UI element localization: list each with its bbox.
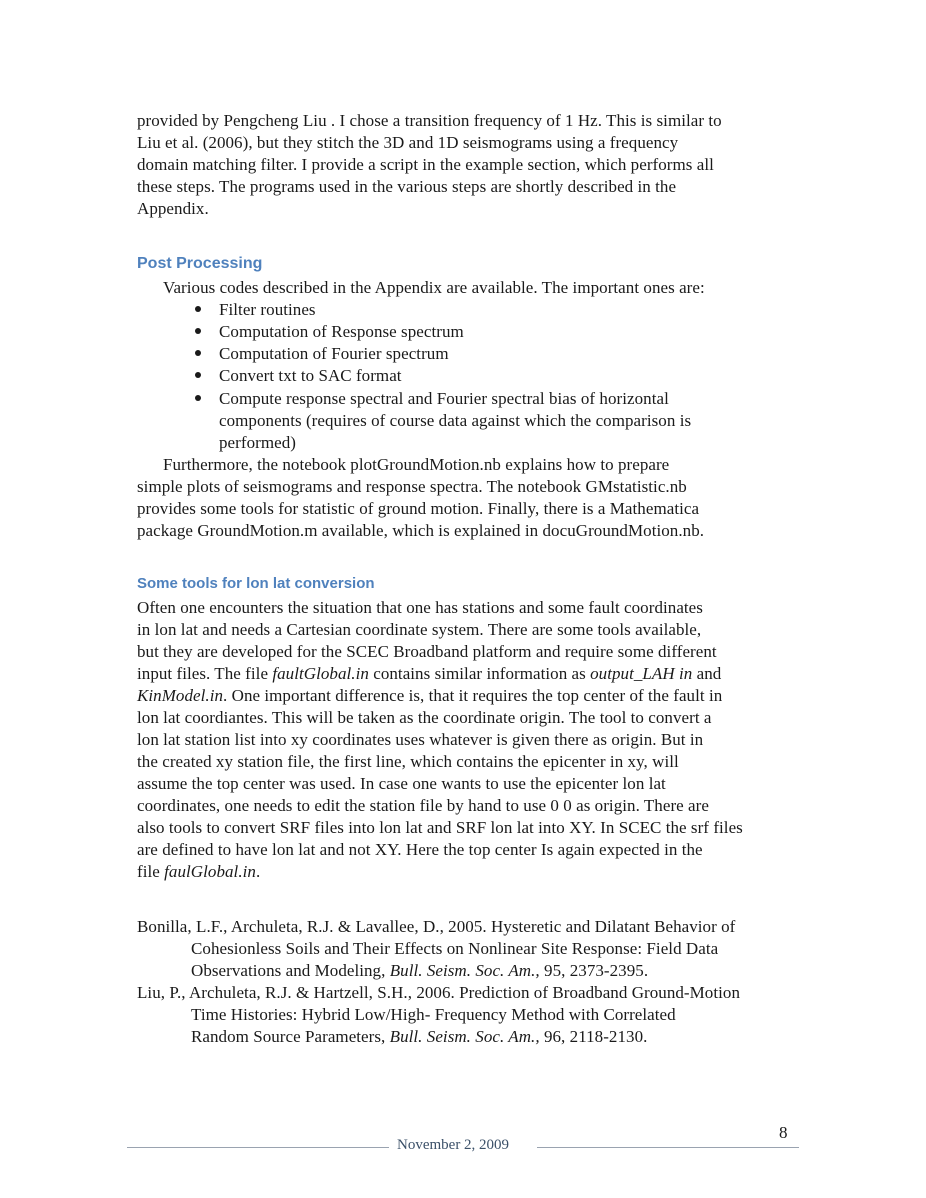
reference-entry-cont (191, 1026, 647, 1048)
text: and (692, 664, 722, 683)
lonlat-line (137, 861, 260, 883)
bullet-item-cont: components (requires of course data against which the comparison is (219, 411, 692, 430)
bullet-item: Computation of Response spectrum (219, 322, 464, 341)
bullet-icon (195, 372, 201, 378)
reference-entry-cont: Cohesionless Soils and Their Effects on Nonlinear Site Response: Field Data (191, 939, 719, 958)
lonlat-line (137, 663, 721, 685)
intro-line: domain matching filter. I provide a script in the example section, which performs all (137, 155, 714, 174)
footer-rule-right (537, 1147, 799, 1148)
lonlat-line (137, 685, 722, 707)
post-processing-para: provides some tools for statistic of ground motion. Finally, there is a Mathematica (137, 499, 700, 518)
filename: KinModel.in (137, 686, 224, 705)
text: 95, 2373-2395. (539, 961, 649, 980)
lonlat-line: are defined to have lon lat and not XY. Here the top center Is again expected in the (137, 840, 703, 859)
bullet-icon (195, 395, 201, 401)
lonlat-line: but they are developed for the SCEC Broadband platform and require some different (137, 642, 717, 661)
text: file (137, 862, 165, 881)
section-heading-lonlat: Some tools for lon lat conversion (137, 575, 375, 592)
post-processing-intro: Various codes described in the Appendix are available. The important ones are: (163, 278, 705, 297)
filename: output_LAH in (590, 664, 693, 683)
reference-entry: Bonilla, L.F., Archuleta, R.J. & Lavallee, D., 2005. Hysteretic and Dilatant Behavior of (137, 917, 736, 936)
text: . One important difference is, that it requires the top center of the fault in (223, 686, 723, 705)
lonlat-line: the created xy station file, the first line, which contains the epicenter in xy, will (137, 752, 679, 771)
reference-entry-cont: Time Histories: Hybrid Low/High- Frequency Method with Correlated (191, 1005, 676, 1024)
text: Random Source Parameters, (191, 1027, 390, 1046)
lonlat-line: lon lat coordiantes. This will be taken as the coordinate origin. The tool to convert a (137, 708, 712, 727)
journal-name: Bull. Seism. Soc. Am., (389, 961, 540, 980)
text: input files. The file (137, 664, 273, 683)
filename: faultGlobal.in (272, 664, 369, 683)
bullet-item: Compute response spectral and Fourier spectral bias of horizontal (219, 389, 669, 408)
footer-rule-left (127, 1147, 389, 1148)
text: contains similar information as (368, 664, 591, 683)
footer-date: November 2, 2009 (397, 1137, 510, 1153)
text: 96, 2118-2130. (539, 1027, 648, 1046)
lonlat-line: coordinates, one needs to edit the station file by hand to use 0 0 as origin. There are (137, 796, 709, 815)
intro-line: provided by Pengcheng Liu . I chose a transition frequency of 1 Hz. This is similar to (137, 111, 722, 130)
bullet-item: Computation of Fourier spectrum (219, 344, 449, 363)
reference-entry: Liu, P., Archuleta, R.J. & Hartzell, S.H., 2006. Prediction of Broadband Ground-Motion (137, 983, 741, 1002)
bullet-item: Convert txt to SAC format (219, 366, 402, 385)
section-heading-post-processing: Post Processing (137, 255, 263, 272)
intro-line: Liu et al. (2006), but they stitch the 3D and 1D seismograms using a frequency (137, 133, 679, 152)
post-processing-para: package GroundMotion.m available, which is explained in docuGroundMotion.nb. (137, 521, 705, 540)
intro-line: Appendix. (137, 199, 209, 218)
lonlat-line: in lon lat and needs a Cartesian coordinate system. There are some tools available, (137, 620, 702, 639)
filename: faulGlobal.in (164, 862, 256, 881)
bullet-item-cont: performed) (219, 433, 296, 452)
lonlat-line: lon lat station list into xy coordinates uses whatever is given there as origin. But in (137, 730, 704, 749)
text: . (255, 862, 261, 881)
lonlat-line: also tools to convert SRF files into lon lat and SRF lon lat into XY. In SCEC the srf files (137, 818, 743, 837)
page-number: 8 (779, 1123, 788, 1142)
bullet-icon (195, 306, 201, 312)
bullet-item: Filter routines (219, 300, 316, 319)
reference-entry-cont (191, 960, 648, 982)
bullet-icon (195, 328, 201, 334)
post-processing-para: Furthermore, the notebook plotGroundMotion.nb explains how to prepare (163, 455, 670, 474)
post-processing-para: simple plots of seismograms and response spectra. The notebook GMstatistic.nb (137, 477, 687, 496)
lonlat-line: assume the top center was used. In case one wants to use the epicenter lon lat (137, 774, 666, 793)
bullet-icon (195, 350, 201, 356)
intro-line: these steps. The programs used in the various steps are shortly described in the (137, 177, 677, 196)
journal-name: Bull. Seism. Soc. Am., (389, 1027, 540, 1046)
text: Observations and Modeling, (191, 961, 390, 980)
lonlat-line: Often one encounters the situation that one has stations and some fault coordinates (137, 598, 703, 617)
